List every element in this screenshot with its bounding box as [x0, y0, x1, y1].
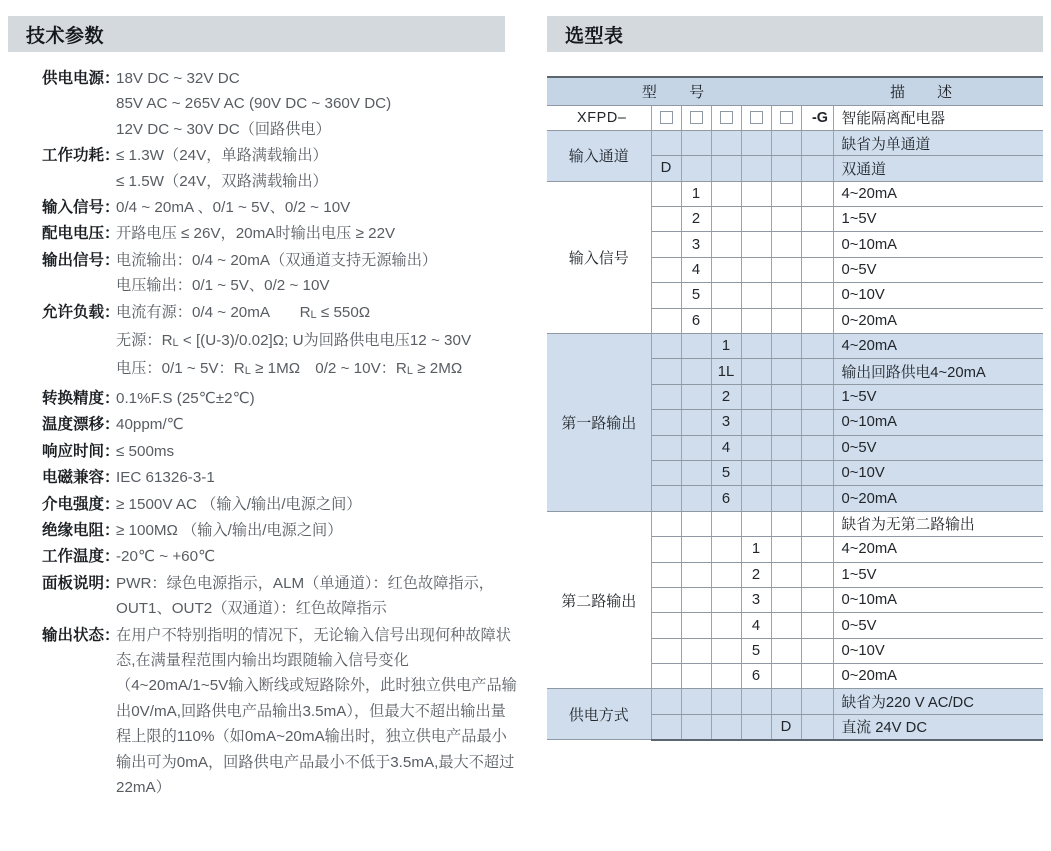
group-name-3: 第一路输出	[547, 334, 651, 512]
empty-cell-1	[651, 587, 681, 612]
suffix-blank-cell	[801, 308, 833, 333]
table-row	[547, 130, 1043, 155]
description-cell: 0~10V	[833, 460, 1043, 485]
empty-cell-3	[711, 689, 741, 714]
code-cell: 2	[681, 207, 711, 232]
spec-row	[0, 492, 530, 517]
spec-value-line: 40ppm/℃	[116, 416, 184, 434]
spec-label: 输出信号	[41, 251, 104, 269]
empty-cell-2	[681, 435, 711, 460]
spec-value-line: ≤ 500ms	[116, 442, 175, 460]
spec-colon: ：	[104, 469, 120, 487]
spec-row	[0, 439, 530, 464]
spec-value-line: 12V DC ~ 30V DC（回路供电）	[116, 120, 331, 138]
empty-cell-3	[711, 638, 741, 663]
spec-label: 绝缘电阻	[41, 521, 104, 539]
model-prefix-row	[547, 105, 1043, 130]
checkbox-icon	[780, 111, 793, 124]
empty-cell-4	[741, 410, 771, 435]
checkbox-icon	[690, 111, 703, 124]
suffix-blank-cell	[801, 486, 833, 511]
spec-value-line: 0.1%F.S (25℃±2℃)	[116, 389, 255, 407]
empty-cell-2	[681, 537, 711, 562]
spec-label: 温度漂移	[41, 416, 104, 434]
description-cell: 缺省为单通道	[833, 130, 1043, 155]
description-cell: 0~10mA	[833, 587, 1043, 612]
empty-cell-3	[711, 207, 741, 232]
suffix-blank-cell	[801, 257, 833, 282]
spec-row	[0, 544, 530, 569]
suffix-blank-cell	[801, 232, 833, 257]
code-cell: 1L	[711, 359, 741, 384]
empty-cell-5	[771, 156, 801, 181]
model-suffix-cell: -G	[801, 105, 833, 130]
empty-cell-5	[771, 562, 801, 587]
spec-colon: ：	[104, 442, 120, 460]
code-cell: 6	[741, 664, 771, 689]
description-cell: 0~5V	[833, 435, 1043, 460]
empty-cell-4	[741, 156, 771, 181]
spec-value-line: ≤ 1.3W（24V，单路满载输出）	[116, 147, 328, 165]
description-cell: 0~5V	[833, 257, 1043, 282]
spec-values	[116, 221, 530, 246]
empty-cell-5	[771, 181, 801, 206]
empty-cell-5	[771, 486, 801, 511]
empty-cell-3	[711, 537, 741, 562]
model-prefix-cell: XFPD–	[547, 105, 651, 130]
empty-cell-2	[681, 486, 711, 511]
empty-cell-3	[711, 562, 741, 587]
model-description-cell: 智能隔离配电器	[833, 105, 1043, 130]
spec-values	[116, 544, 530, 569]
spec-values	[116, 195, 530, 220]
spec-values	[116, 300, 530, 385]
spec-value-line: 开路电压 ≤ 26V，20mA时输出电压 ≥ 22V	[116, 225, 396, 243]
suffix-blank-cell	[801, 130, 833, 155]
empty-cell-1	[651, 232, 681, 257]
empty-cell-3	[711, 232, 741, 257]
suffix-blank-cell	[801, 283, 833, 308]
suffix-blank-cell	[801, 537, 833, 562]
empty-cell-5	[771, 435, 801, 460]
description-cell: 4~20mA	[833, 181, 1043, 206]
spec-values	[116, 412, 530, 437]
spec-value-line: 电压输出：0/1 ~ 5V、0/2 ~ 10V	[116, 277, 330, 295]
spec-label: 介电强度	[41, 495, 104, 513]
suffix-blank-cell	[801, 334, 833, 359]
spec-value-line: PWR：绿色电源指示，ALM（单通道）：红色故障指示，OUT1、OUT2（双通道）：红色故障指示	[116, 574, 494, 618]
empty-cell-3	[711, 181, 741, 206]
empty-cell-5	[771, 359, 801, 384]
spec-value-line: ≤ 1.5W（24V，双路满载输出）	[116, 172, 328, 190]
spec-colon: ：	[104, 303, 120, 321]
spec-colon: ：	[104, 199, 120, 217]
spec-row	[0, 623, 530, 801]
empty-cell-3	[711, 257, 741, 282]
code-cell: D	[651, 156, 681, 181]
empty-cell-3	[711, 613, 741, 638]
table-header-row	[547, 77, 1043, 105]
spec-row	[0, 221, 530, 246]
spec-label: 允许负载	[41, 303, 104, 321]
spec-label: 输入信号	[41, 199, 104, 217]
spec-colon: ：	[104, 521, 120, 539]
empty-cell-4	[741, 435, 771, 460]
spec-label: 电磁兼容	[41, 469, 104, 487]
suffix-blank-cell	[801, 156, 833, 181]
code-cell: 6	[681, 308, 711, 333]
empty-cell-2	[681, 130, 711, 155]
spec-value-line: -20℃ ~ +60℃	[116, 548, 216, 566]
group-name-5: 供电方式	[547, 689, 651, 740]
description-cell: 0~20mA	[833, 664, 1043, 689]
suffix-blank-cell	[801, 511, 833, 536]
code-cell: 5	[741, 638, 771, 663]
model-checkbox-cell-3	[711, 105, 741, 130]
description-cell: 4~20mA	[833, 334, 1043, 359]
description-cell: 0~10V	[833, 638, 1043, 663]
spec-value-line: IEC 61326-3-1	[116, 469, 215, 487]
model-checkbox-cell-2	[681, 105, 711, 130]
checkbox-icon	[660, 111, 673, 124]
empty-cell-3	[711, 156, 741, 181]
empty-cell-4	[741, 460, 771, 485]
empty-cell-1	[651, 435, 681, 460]
group-name-1: 输入通道	[547, 130, 651, 181]
spec-colon: ：	[104, 225, 120, 243]
empty-cell-2	[681, 511, 711, 536]
empty-cell-3	[711, 308, 741, 333]
spec-value-line: 电压：0/1 ~ 5V：RL ≥ 1MΩ 0/2 ~ 10V：RL ≥ 2MΩ	[116, 360, 463, 378]
code-cell	[741, 511, 771, 536]
suffix-blank-cell	[801, 689, 833, 714]
header-description-label: 描 述	[889, 83, 967, 101]
description-cell: 1~5V	[833, 207, 1043, 232]
empty-cell-2	[681, 689, 711, 714]
spec-row	[0, 300, 530, 385]
empty-cell-5	[771, 613, 801, 638]
code-cell: D	[771, 714, 801, 739]
empty-cell-3	[711, 130, 741, 155]
table-row	[547, 689, 1043, 714]
suffix-blank-cell	[801, 664, 833, 689]
spec-row	[0, 386, 530, 411]
spec-row	[0, 518, 530, 543]
empty-cell-5	[771, 207, 801, 232]
empty-cell-3	[711, 587, 741, 612]
empty-cell-5	[771, 384, 801, 409]
empty-cell-3	[711, 511, 741, 536]
empty-cell-4	[741, 384, 771, 409]
left-section-title: 技术参数	[26, 25, 105, 47]
spec-row	[0, 412, 530, 437]
empty-cell-1	[651, 638, 681, 663]
description-cell: 1~5V	[833, 562, 1043, 587]
empty-cell-1	[651, 359, 681, 384]
empty-cell-5	[771, 664, 801, 689]
model-checkbox-cell-4	[741, 105, 771, 130]
model-selection-table	[547, 76, 1043, 741]
empty-cell-5	[771, 334, 801, 359]
empty-cell-2	[681, 714, 711, 739]
spec-label: 转换精度	[41, 389, 104, 407]
spec-colon: ：	[104, 574, 120, 592]
description-cell: 输出回路供电4~20mA	[833, 359, 1043, 384]
spec-colon: ：	[104, 251, 120, 269]
description-cell: 双通道	[833, 156, 1043, 181]
empty-cell-1	[651, 486, 681, 511]
code-cell: 5	[681, 283, 711, 308]
empty-cell-4	[741, 334, 771, 359]
code-cell: 2	[711, 384, 741, 409]
empty-cell-3	[711, 714, 741, 739]
description-cell: 0~20mA	[833, 308, 1043, 333]
empty-cell-4	[741, 359, 771, 384]
empty-cell-1	[651, 664, 681, 689]
right-section-title: 选型表	[565, 25, 624, 47]
empty-cell-1	[651, 562, 681, 587]
empty-cell-2	[681, 587, 711, 612]
spec-label: 供电电源	[41, 70, 104, 87]
spec-label: 响应时间	[41, 442, 104, 460]
empty-cell-2	[681, 562, 711, 587]
spec-row	[0, 248, 530, 299]
spec-value-line: ≥ 1500V AC （输入/输出/电源之间）	[116, 495, 362, 513]
suffix-blank-cell	[801, 460, 833, 485]
spec-values	[116, 623, 530, 801]
empty-cell-1	[651, 384, 681, 409]
spec-colon: ：	[104, 495, 120, 513]
description-cell: 缺省为无第二路输出	[833, 511, 1043, 536]
empty-cell-2	[681, 384, 711, 409]
code-cell: 3	[711, 410, 741, 435]
right-section-header-bar	[547, 16, 1043, 52]
spec-colon: ：	[104, 548, 120, 566]
description-cell: 0~10mA	[833, 410, 1043, 435]
spec-values	[116, 386, 530, 411]
code-cell	[771, 689, 801, 714]
table-row	[547, 511, 1043, 536]
spec-label: 输出状态	[41, 626, 104, 644]
code-cell: 6	[711, 486, 741, 511]
empty-cell-1	[651, 511, 681, 536]
empty-cell-1	[651, 714, 681, 739]
spec-value-line: 18V DC ~ 32V DC	[116, 70, 240, 87]
empty-cell-3	[711, 664, 741, 689]
suffix-blank-cell	[801, 638, 833, 663]
spec-row	[0, 195, 530, 220]
suffix-blank-cell	[801, 613, 833, 638]
table-row	[547, 181, 1043, 206]
code-cell: 4	[711, 435, 741, 460]
spec-row	[0, 571, 530, 622]
suffix-blank-cell	[801, 384, 833, 409]
code-cell: 3	[741, 587, 771, 612]
empty-cell-5	[771, 587, 801, 612]
code-cell	[651, 130, 681, 155]
suffix-blank-cell	[801, 435, 833, 460]
spec-colon: ：	[104, 626, 120, 644]
spec-colon: ：	[104, 389, 120, 407]
table-header-cell	[547, 77, 1043, 105]
empty-cell-4	[741, 308, 771, 333]
empty-cell-2	[681, 410, 711, 435]
suffix-blank-cell	[801, 587, 833, 612]
code-cell: 1	[741, 537, 771, 562]
empty-cell-3	[711, 283, 741, 308]
empty-cell-4	[741, 257, 771, 282]
description-cell: 直流 24V DC	[833, 714, 1043, 739]
empty-cell-2	[681, 334, 711, 359]
empty-cell-1	[651, 537, 681, 562]
spec-colon: ：	[104, 147, 120, 165]
spec-value-line: 电流有源：0/4 ~ 20mA RL ≤ 550Ω	[116, 303, 371, 321]
empty-cell-2	[681, 638, 711, 663]
spec-value-line: ≥ 100MΩ （输入/输出/电源之间）	[116, 521, 343, 539]
empty-cell-5	[771, 460, 801, 485]
empty-cell-5	[771, 130, 801, 155]
spec-values	[116, 439, 530, 464]
empty-cell-1	[651, 460, 681, 485]
suffix-blank-cell	[801, 562, 833, 587]
description-cell: 0~10V	[833, 283, 1043, 308]
empty-cell-4	[741, 181, 771, 206]
checkbox-icon	[750, 111, 763, 124]
spec-values	[116, 465, 530, 490]
empty-cell-5	[771, 410, 801, 435]
spec-values	[116, 143, 530, 194]
code-cell: 1	[711, 334, 741, 359]
spec-values	[116, 248, 530, 299]
code-cell: 1	[681, 181, 711, 206]
table-row	[547, 334, 1043, 359]
empty-cell-5	[771, 638, 801, 663]
spec-value-line: 无源：RL < [(U-3)/0.02]Ω; U为回路供电电压12 ~ 30V	[116, 332, 472, 350]
spec-row	[0, 465, 530, 490]
empty-cell-5	[771, 232, 801, 257]
spec-values	[116, 571, 530, 622]
technical-specification-list	[0, 66, 530, 801]
description-cell: 缺省为220 V AC/DC	[833, 689, 1043, 714]
code-cell: 4	[681, 257, 711, 282]
spec-colon: ：	[104, 70, 120, 87]
empty-cell-1	[651, 410, 681, 435]
spec-value-line: 在用户不特别指明的情况下，无论输入信号出现何种故障状态,在满量程范围内输出均跟随输入信号变化（4~20mA/1~5V输入断线或短路除外，此时独立供电产品输出0V/mA,回路供电产品输出3.5mA），但最大不超出输出量程上限的110%（如0mA~20mA输出时，独立供电产品最小输出可为0mA，回路供电产品最小不低于3.5mA,最大不超过22mA）	[116, 626, 517, 796]
description-cell: 0~5V	[833, 613, 1043, 638]
empty-cell-5	[771, 511, 801, 536]
empty-cell-1	[651, 257, 681, 282]
empty-cell-4	[741, 232, 771, 257]
suffix-blank-cell	[801, 359, 833, 384]
empty-cell-4	[741, 130, 771, 155]
empty-cell-2	[681, 359, 711, 384]
spec-label: 工作功耗	[41, 147, 104, 165]
empty-cell-1	[651, 334, 681, 359]
code-cell: 5	[711, 460, 741, 485]
empty-cell-5	[771, 537, 801, 562]
suffix-blank-cell	[801, 207, 833, 232]
model-checkbox-cell-1	[651, 105, 681, 130]
spec-values	[116, 518, 530, 543]
code-cell: 3	[681, 232, 711, 257]
description-cell: 4~20mA	[833, 537, 1043, 562]
empty-cell-5	[771, 308, 801, 333]
spec-colon: ：	[104, 416, 120, 434]
empty-cell-4	[741, 714, 771, 739]
spec-value-line: 电流输出：0/4 ~ 20mA（双通道支持无源输出）	[116, 251, 438, 269]
empty-cell-2	[681, 460, 711, 485]
spec-label: 工作温度	[41, 548, 104, 566]
group-name-2: 输入信号	[547, 181, 651, 333]
header-model-label: 型 号	[641, 83, 719, 101]
checkbox-icon	[720, 111, 733, 124]
empty-cell-4	[741, 207, 771, 232]
empty-cell-5	[771, 257, 801, 282]
empty-cell-1	[651, 308, 681, 333]
suffix-blank-cell	[801, 714, 833, 739]
spec-row	[0, 143, 530, 194]
description-cell: 1~5V	[833, 384, 1043, 409]
spec-value-line: 85V AC ~ 265V AC (90V DC ~ 360V DC)	[116, 95, 392, 113]
empty-cell-4	[741, 283, 771, 308]
code-cell: 4	[741, 613, 771, 638]
empty-cell-1	[651, 613, 681, 638]
empty-cell-2	[681, 664, 711, 689]
spec-label: 面板说明	[41, 574, 104, 592]
spec-values	[116, 492, 530, 517]
spec-label: 配电电压	[41, 225, 104, 243]
spec-row	[0, 66, 530, 142]
empty-cell-1	[651, 181, 681, 206]
empty-cell-4	[741, 689, 771, 714]
suffix-blank-cell	[801, 410, 833, 435]
description-cell: 0~20mA	[833, 486, 1043, 511]
suffix-blank-cell	[801, 181, 833, 206]
group-name-4: 第二路输出	[547, 511, 651, 689]
code-cell: 2	[741, 562, 771, 587]
description-cell: 0~10mA	[833, 232, 1043, 257]
spec-value-line: 0/4 ~ 20mA 、0/1 ~ 5V、0/2 ~ 10V	[116, 199, 351, 217]
empty-cell-1	[651, 689, 681, 714]
empty-cell-2	[681, 156, 711, 181]
empty-cell-1	[651, 207, 681, 232]
empty-cell-5	[771, 283, 801, 308]
spec-values	[116, 66, 530, 142]
left-section-header-bar	[8, 16, 505, 52]
model-checkbox-cell-5	[771, 105, 801, 130]
empty-cell-1	[651, 283, 681, 308]
empty-cell-2	[681, 613, 711, 638]
empty-cell-4	[741, 486, 771, 511]
